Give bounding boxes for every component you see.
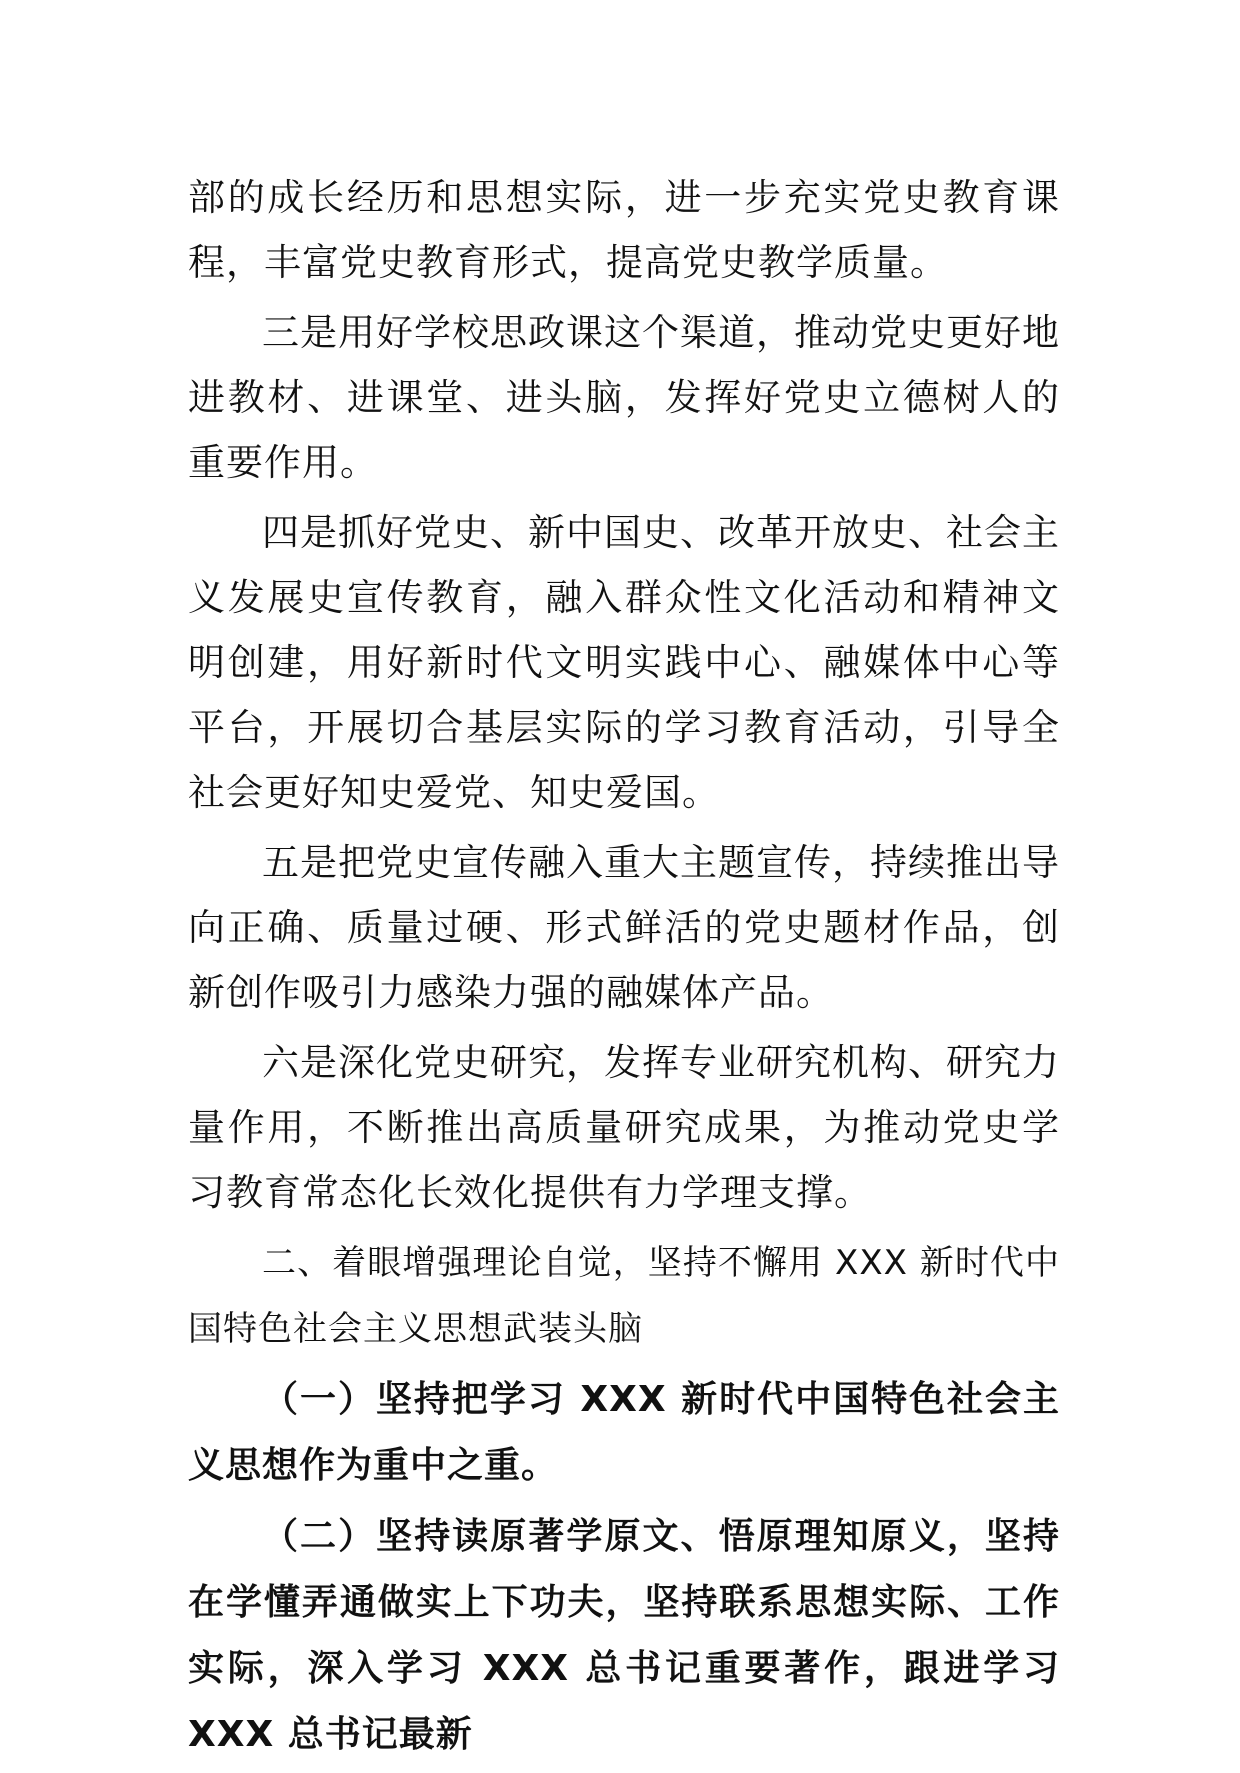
paragraph-point-four: 四是抓好党史、新中国史、改革开放史、社会主义发展史宣传教育，融入群众性文化活动和精神文明创建，用好新时代文明实践中心、融媒体中心等平台，开展切合基层实际的学习教育活动，引导全社会更好知史爱党、知史爱国。	[188, 511, 1060, 814]
subheading-two: （二）坚持读原著学原文、悟原理知原义，坚持在学懂弄通做实上下功夫，坚持联系思想实际、工作实际，深入学习 XXX 总书记重要著作，跟进学习 XXX 总书记最新	[188, 1516, 1060, 1755]
paragraph-point-five: 五是把党史宣传融入重大主题宣传，持续推出导向正确、质量过硬、形式鲜活的党史题材作品，创新创作吸引力感染力强的融媒体产品。	[188, 841, 1060, 1014]
subheading-one: （一）坚持把学习 XXX 新时代中国特色社会主义思想作为重中之重。	[188, 1379, 1060, 1486]
paragraph-point-three: 三是用好学校思政课这个渠道，推动党史更好地进教材、进课堂、进头脑，发挥好党史立德树人的重要作用。	[188, 311, 1060, 484]
document-body	[188, 165, 1060, 1773]
section-heading-two: 二、着眼增强理论自觉，坚持不懈用 XXX 新时代中国特色社会主义思想武装头脑	[188, 1243, 1060, 1349]
paragraph-point-six: 六是深化党史研究，发挥专业研究机构、研究力量作用，不断推出高质量研究成果，为推动党史学习教育常态化长效化提供有力学理支撑。	[188, 1041, 1060, 1214]
paragraph-continuation: 部的成长经历和思想实际，进一步充实党史教育课程，丰富党史教育形式，提高党史教学质量。	[188, 176, 1060, 284]
